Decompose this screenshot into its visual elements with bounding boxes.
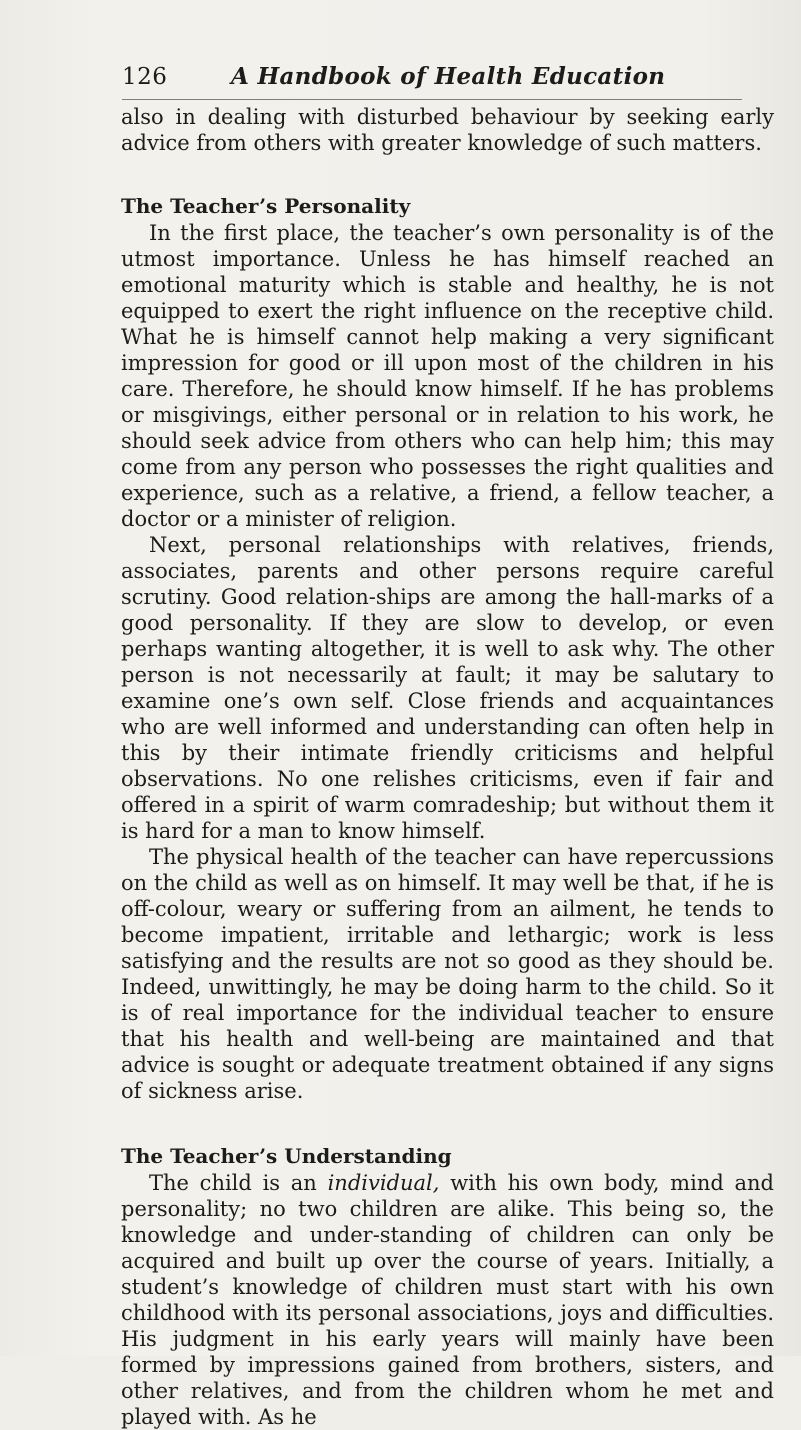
paragraph-personality-2: Next, personal relationships with relatives, friends, associates, parents and other persons require careful scrutiny. Good relation-ships are among the hall-marks of a good personality. If they are slow to develop, or even perhaps wanting altogether, it is well to ask why. The other person is not necessarily at fault; it may be salutary to examine one’s own self. Close friends and acquaintances who are well informed and understanding can often help in this by their intimate friendly criticisms and helpful observations. No one relishes criticisms, even if fair and offered in a spirit of warm comradeship; but without them it is hard for a man to know himself. <box>121 533 774 843</box>
page-number: 126 <box>122 64 168 90</box>
page-header <box>122 63 742 100</box>
paragraph-understanding-start: The child is an <box>149 1171 317 1195</box>
running-title: A Handbook of Health Education <box>231 63 666 90</box>
section-heading-personality: The Teacher’s Personality <box>121 194 411 218</box>
paragraph-personality-1: In the first place, the teacher’s own personality is of the utmost importance. Unless he has himself reached an emotional maturity which is stable and healthy, he is not equipped to exert the right influence on the receptive child. What he is himself cannot help making a very significant impression for good or ill upon most of the children in his care. Therefore, he should know himself. If he has problems or misgivings, either personal or in relation to his work, he should seek advice from others who can help him; this may come from any person who possesses the right qualities and experience, such as a relative, a friend, a fellow teacher, a doctor or a minister of religion. <box>121 221 774 531</box>
paragraph-personality-3: The physical health of the teacher can have repercussions on the child as well as on himself. It may well be that, if he is off-colour, weary or suffering from an ailment, he tends to become impatient, irritable and lethargic; work is less satisfying and the results are not so good as they should be. Indeed, unwittingly, he may be doing harm to the child. So it is of real importance for the individual teacher to ensure that his health and well-being are maintained and that advice is sought or adequate treatment obtained if any signs of sickness arise. <box>121 845 774 1103</box>
section-heading-understanding: The Teacher’s Understanding <box>121 1144 452 1168</box>
paragraph-understanding-rest: with his own body, mind and personality; no two children are alike. This being so, the knowledge and under-standing of children can only be acquired and built up over the course of years. Initially, a student’s knowledge of children must start with his own childhood with its personal associations, joys and difficulties. His judgment in his early years will mainly have been formed by impressions gained from brothers, sisters, and other relatives, and from the children whom he met and played with. As he <box>121 1171 774 1429</box>
emphasis-individual: individual, <box>327 1171 440 1195</box>
page-body <box>121 104 774 1429</box>
paragraph-understanding-1 <box>121 1170 774 1430</box>
intro-paragraph: also in dealing with disturbed behaviour by seeking early advice from others with greater knowledge of such matters. <box>121 105 774 155</box>
